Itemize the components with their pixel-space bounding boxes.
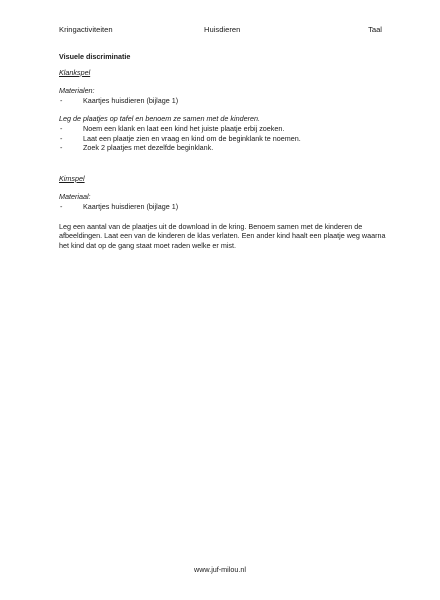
page-header [59, 25, 382, 37]
list-item-text: Kaartjes huisdieren (bijlage 1) [83, 201, 179, 211]
klankspel-steps-list [59, 124, 389, 153]
kimspel-materials-list [59, 202, 389, 212]
klankspel-intro: Leg de plaatjes op tafel en benoem ze samen met de kinderen. [59, 114, 260, 124]
list-item-text: Laat een plaatje zien en vraag en kind om de beginklank te noemen. [83, 133, 301, 143]
list-item-text: Noem een klank en laat een kind het juiste plaatje erbij zoeken. [83, 123, 285, 133]
bullet-dash: - [60, 143, 63, 153]
bullet-dash: - [60, 123, 63, 133]
document-body [59, 52, 389, 258]
list-item [59, 143, 389, 153]
kimspel-heading: Kimspel [59, 173, 85, 183]
kimspel-materials-label: Materiaal: [59, 192, 91, 202]
header-center-text: Huisdieren [204, 25, 241, 34]
list-item [59, 96, 389, 106]
klankspel-heading: Klankspel [59, 67, 91, 77]
section-spacer [59, 153, 389, 168]
bullet-dash: - [60, 133, 63, 143]
kimspel-description: Leg een aantal van de plaatjes uit de download in de kring. Benoem samen met de kinderen de afbeeldingen. Laat een van de kinderen de klas verlaten. Een ander kind haalt een plaatje weg waarna het kind dat op de gang staat moet raden welke er mist. [59, 221, 386, 250]
list-item [59, 124, 389, 134]
footer-website: www.juf-milou.nl [194, 565, 246, 574]
list-item-text: Kaartjes huisdieren (bijlage 1) [83, 95, 179, 105]
list-item-text: Zoek 2 plaatjes met dezelfde beginklank. [83, 143, 214, 153]
klankspel-materials-label: Materialen: [59, 86, 95, 96]
klankspel-materials-list [59, 96, 389, 106]
document-title: Visuele discriminatie [59, 52, 131, 61]
header-left-text: Kringactiviteiten [59, 25, 113, 34]
bullet-dash: - [60, 201, 63, 211]
list-item [59, 134, 389, 144]
header-right-text: Taal [368, 25, 382, 34]
bullet-dash: - [60, 95, 63, 105]
list-item [59, 202, 389, 212]
